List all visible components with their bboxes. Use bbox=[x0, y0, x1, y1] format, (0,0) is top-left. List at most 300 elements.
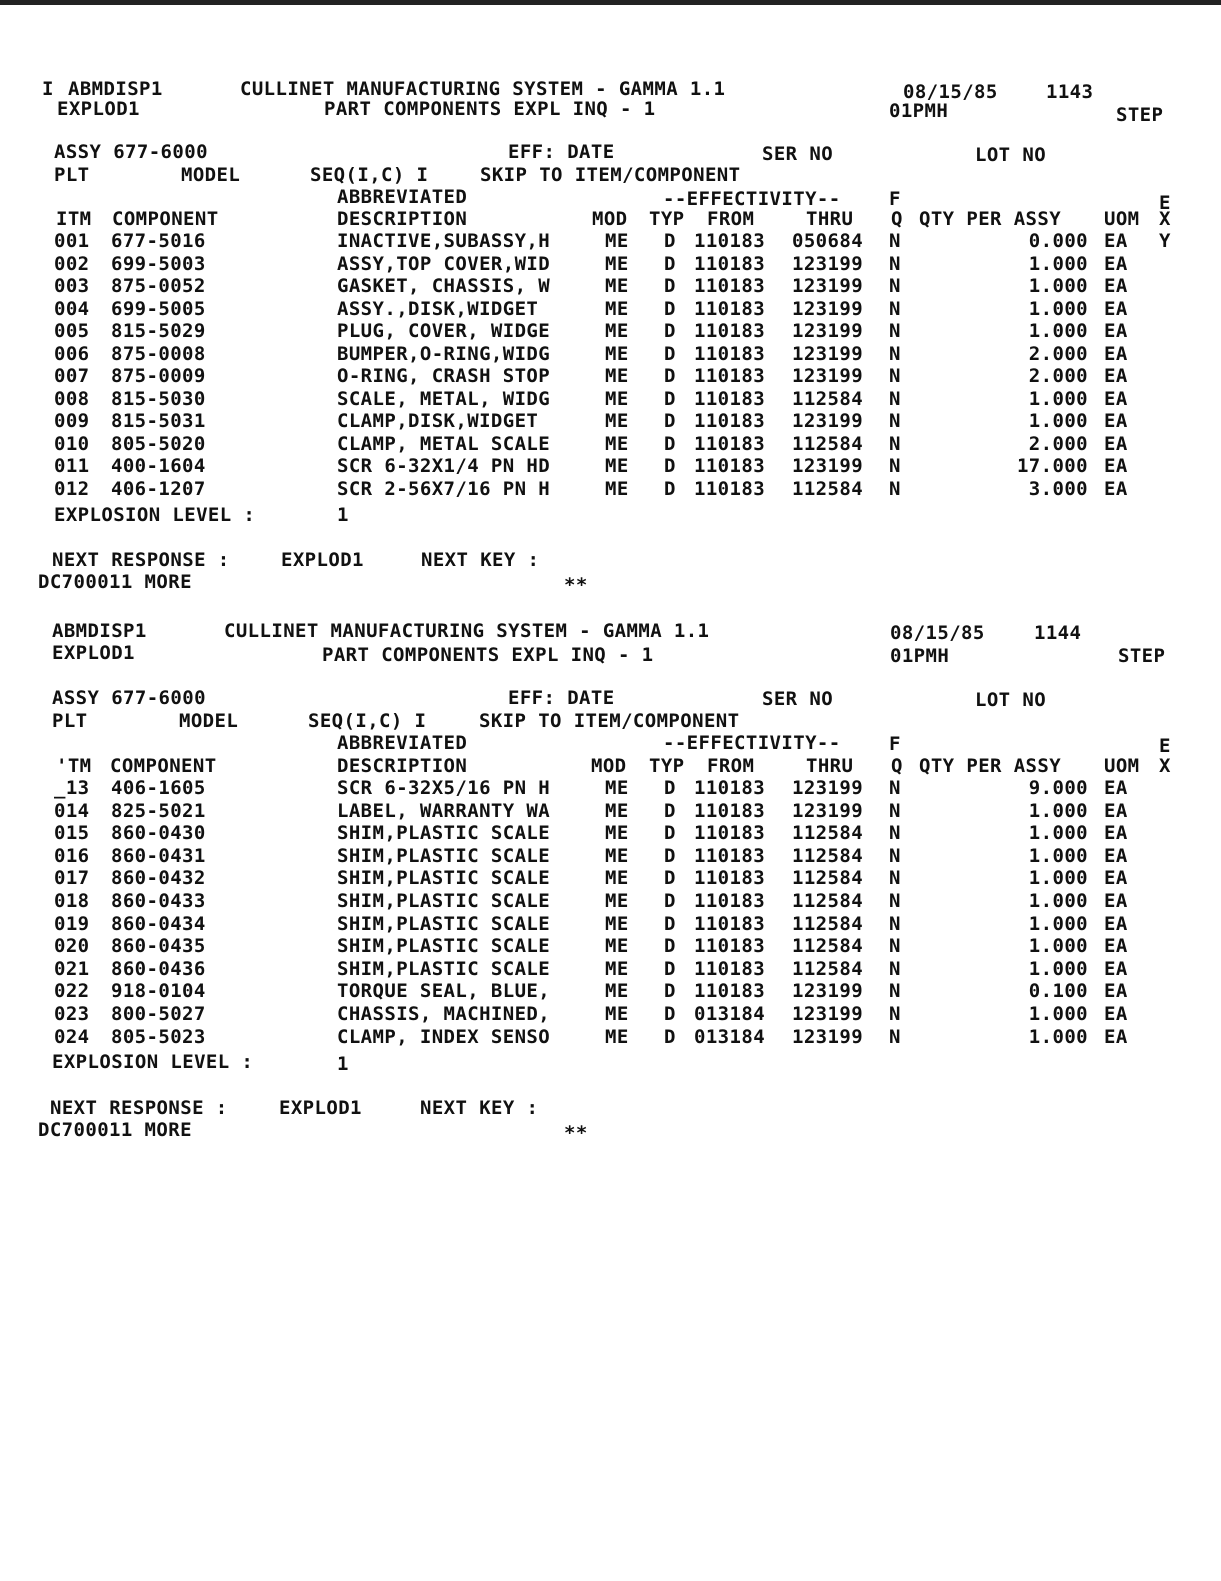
table-row[interactable] bbox=[0, 433, 1221, 455]
table-row[interactable] bbox=[0, 890, 1221, 912]
row-uom: EA bbox=[1104, 777, 1128, 799]
row-qty-per-assy: 1.000 bbox=[1028, 320, 1088, 342]
row-mod: ME bbox=[605, 799, 629, 822]
col-q: Q bbox=[891, 755, 903, 777]
next-response-field[interactable]: EXPLOD1 bbox=[279, 1097, 362, 1119]
e-header: E bbox=[1159, 735, 1171, 757]
row-description: CLAMP, METAL SCALE bbox=[337, 432, 551, 455]
f-header: F bbox=[889, 733, 901, 755]
row-qty-per-assy: 1.000 bbox=[1028, 1003, 1088, 1025]
row-mod: ME bbox=[605, 297, 629, 320]
col-typ: TYP bbox=[649, 208, 685, 230]
row-description: CLAMP, INDEX SENSO bbox=[337, 1025, 551, 1048]
row-mod: ME bbox=[605, 432, 629, 455]
row-component: 800-5027 bbox=[111, 1003, 206, 1025]
row-thru-date: 112584 bbox=[792, 890, 864, 912]
row-item-number: 017 bbox=[54, 867, 90, 890]
row-item-number: 004 bbox=[54, 297, 90, 320]
row-qty-per-assy: 1.000 bbox=[1028, 890, 1088, 912]
row-description: ASSY.,DISK,WIDGET bbox=[337, 297, 539, 320]
explosion-level-value[interactable]: 1 bbox=[337, 504, 349, 526]
row-uom: EA bbox=[1104, 365, 1128, 387]
table-row[interactable] bbox=[0, 298, 1221, 320]
effectivity-header: --EFFECTIVITY-- bbox=[663, 188, 841, 210]
skip-to-field[interactable]: SKIP TO ITEM/COMPONENT bbox=[480, 164, 741, 186]
scan-top-border bbox=[0, 0, 1221, 5]
eff-date-field[interactable]: EFF: DATE bbox=[508, 687, 615, 709]
row-q: N bbox=[889, 455, 901, 477]
seq-field[interactable]: SEQ(I,C) I bbox=[310, 164, 429, 186]
table-row[interactable] bbox=[0, 845, 1221, 867]
col-mod: MOD bbox=[591, 755, 627, 777]
col-qty-per-assy: QTY PER ASSY bbox=[919, 755, 1062, 777]
table-row[interactable] bbox=[0, 913, 1221, 935]
skip-to-field[interactable]: SKIP TO ITEM/COMPONENT bbox=[479, 710, 740, 732]
cursor-marker: ** bbox=[564, 574, 588, 596]
row-description: SHIM,PLASTIC SCALE bbox=[337, 912, 551, 935]
row-mod: ME bbox=[605, 275, 629, 297]
line-prefix: I bbox=[42, 78, 54, 100]
row-from-date: 110183 bbox=[694, 777, 766, 799]
row-qty-per-assy: 2.000 bbox=[1028, 432, 1088, 455]
row-q: N bbox=[889, 980, 901, 1003]
next-response-label: NEXT RESPONSE : bbox=[50, 1097, 228, 1119]
row-item-number: 021 bbox=[54, 957, 90, 980]
row-from-date: 110183 bbox=[694, 387, 766, 410]
ser-no-field[interactable]: SER NO bbox=[762, 143, 834, 165]
row-qty-per-assy: 9.000 bbox=[1028, 777, 1088, 799]
row-description: SHIM,PLASTIC SCALE bbox=[337, 844, 551, 867]
row-from-date: 110183 bbox=[694, 799, 766, 822]
row-typ: D bbox=[664, 230, 676, 252]
row-mod: ME bbox=[605, 252, 629, 275]
row-qty-per-assy: 1.000 bbox=[1028, 844, 1088, 867]
row-thru-date: 123199 bbox=[792, 275, 864, 297]
row-thru-date: 123199 bbox=[792, 980, 864, 1003]
row-qty-per-assy: 1.000 bbox=[1028, 799, 1088, 822]
row-uom: EA bbox=[1104, 799, 1128, 822]
row-from-date: 110183 bbox=[694, 980, 766, 1003]
status-message: DC700011 MORE bbox=[38, 1119, 192, 1141]
row-component: 875-0052 bbox=[111, 275, 206, 297]
explosion-level-label: EXPLOSION LEVEL : bbox=[54, 504, 256, 526]
table-row[interactable] bbox=[0, 478, 1221, 500]
row-from-date: 013184 bbox=[694, 1003, 766, 1025]
row-component: 406-1605 bbox=[111, 777, 206, 799]
row-component: 677-5016 bbox=[111, 230, 206, 252]
row-item-number: 007 bbox=[54, 365, 90, 387]
row-component: 918-0104 bbox=[111, 980, 206, 1003]
row-q: N bbox=[889, 844, 901, 867]
col-q: Q bbox=[891, 208, 903, 230]
explosion-level-value[interactable]: 1 bbox=[337, 1053, 349, 1075]
row-thru-date: 123199 bbox=[792, 297, 864, 320]
row-component: 815-5031 bbox=[111, 410, 206, 432]
table-row[interactable] bbox=[0, 777, 1221, 799]
row-typ: D bbox=[664, 252, 676, 275]
row-thru-date: 123199 bbox=[792, 252, 864, 275]
row-qty-per-assy: 1.000 bbox=[1028, 410, 1088, 432]
assy-field[interactable]: ASSY 677-6000 bbox=[54, 141, 208, 163]
table-row[interactable] bbox=[0, 958, 1221, 980]
row-item-number: 012 bbox=[54, 477, 90, 500]
row-q: N bbox=[889, 935, 901, 958]
col-from: FROM bbox=[707, 208, 755, 230]
row-component: 699-5003 bbox=[111, 252, 206, 275]
col-x: X bbox=[1159, 755, 1171, 777]
row-thru-date: 112584 bbox=[792, 867, 864, 890]
row-from-date: 110183 bbox=[694, 935, 766, 958]
row-mod: ME bbox=[605, 387, 629, 410]
table-row[interactable] bbox=[0, 320, 1221, 342]
row-description: CHASSIS, MACHINED, bbox=[337, 1003, 551, 1025]
row-component: 825-5021 bbox=[111, 799, 206, 822]
row-from-date: 110183 bbox=[694, 320, 766, 342]
row-component: 815-5029 bbox=[111, 320, 206, 342]
row-description: O-RING, CRASH STOP bbox=[337, 365, 551, 387]
row-description: LABEL, WARRANTY WA bbox=[337, 799, 551, 822]
row-uom: EA bbox=[1104, 957, 1128, 980]
row-from-date: 110183 bbox=[694, 410, 766, 432]
row-component: 805-5023 bbox=[111, 1025, 206, 1048]
assy-field[interactable]: ASSY 677-6000 bbox=[52, 687, 206, 709]
next-response-label: NEXT RESPONSE : bbox=[52, 549, 230, 571]
row-q: N bbox=[889, 410, 901, 432]
row-typ: D bbox=[664, 890, 676, 912]
plt-field[interactable]: PLT bbox=[54, 164, 90, 186]
table-row[interactable] bbox=[0, 980, 1221, 1002]
screen-date: 08/15/85 bbox=[903, 81, 998, 103]
row-typ: D bbox=[664, 935, 676, 958]
row-item-number: 023 bbox=[54, 1003, 90, 1025]
row-from-date: 110183 bbox=[694, 342, 766, 365]
screen-id: ABMDISP1 bbox=[68, 78, 163, 100]
row-from-date: 110183 bbox=[694, 432, 766, 455]
model-field[interactable]: MODEL bbox=[181, 164, 241, 186]
row-item-number: 018 bbox=[54, 890, 90, 912]
row-thru-date: 112584 bbox=[792, 387, 864, 410]
plt-field[interactable]: PLT bbox=[52, 710, 88, 732]
row-thru-date: 123199 bbox=[792, 1025, 864, 1048]
row-qty-per-assy: 1.000 bbox=[1028, 297, 1088, 320]
table-row[interactable] bbox=[0, 253, 1221, 275]
row-typ: D bbox=[664, 1025, 676, 1048]
row-thru-date: 112584 bbox=[792, 477, 864, 500]
row-uom: EA bbox=[1104, 980, 1128, 1003]
next-key-label: NEXT KEY : bbox=[421, 549, 540, 571]
row-description: CLAMP,DISK,WIDGET bbox=[337, 410, 539, 432]
row-typ: D bbox=[664, 822, 676, 845]
row-description: SCR 2-56X7/16 PN H bbox=[337, 477, 551, 500]
screen-id: ABMDISP1 bbox=[52, 620, 147, 642]
row-item-number: 016 bbox=[54, 844, 90, 867]
row-from-date: 110183 bbox=[694, 957, 766, 980]
row-item-number: 005 bbox=[54, 320, 90, 342]
terminal-screen-2 bbox=[0, 617, 1221, 1187]
row-from-date: 110183 bbox=[694, 844, 766, 867]
row-typ: D bbox=[664, 410, 676, 432]
row-uom: EA bbox=[1104, 230, 1128, 252]
row-typ: D bbox=[664, 342, 676, 365]
table-row[interactable] bbox=[0, 343, 1221, 365]
lot-no-field[interactable]: LOT NO bbox=[975, 144, 1047, 166]
col-component: COMPONENT bbox=[110, 755, 217, 777]
row-from-date: 013184 bbox=[694, 1025, 766, 1048]
col-uom: UOM bbox=[1104, 208, 1140, 230]
row-component: 815-5030 bbox=[111, 387, 206, 410]
model-field[interactable]: MODEL bbox=[179, 710, 239, 732]
row-qty-per-assy: 1.000 bbox=[1028, 1025, 1088, 1048]
f-header: F bbox=[889, 188, 901, 210]
row-typ: D bbox=[664, 777, 676, 799]
row-component: 860-0430 bbox=[111, 822, 206, 845]
e-header: E bbox=[1159, 192, 1171, 214]
row-description: TORQUE SEAL, BLUE, bbox=[337, 980, 551, 1003]
row-description: SHIM,PLASTIC SCALE bbox=[337, 935, 551, 958]
row-description: PLUG, COVER, WIDGE bbox=[337, 320, 551, 342]
row-q: N bbox=[889, 890, 901, 912]
row-item-number: 006 bbox=[54, 342, 90, 365]
row-qty-per-assy: 0.100 bbox=[1028, 980, 1088, 1003]
col-uom: UOM bbox=[1104, 755, 1140, 777]
row-from-date: 110183 bbox=[694, 455, 766, 477]
row-mod: ME bbox=[605, 320, 629, 342]
row-from-date: 110183 bbox=[694, 477, 766, 500]
table-row[interactable] bbox=[0, 800, 1221, 822]
table-row[interactable] bbox=[0, 365, 1221, 387]
table-row[interactable] bbox=[0, 455, 1221, 477]
col-qty-per-assy: QTY PER ASSY bbox=[919, 208, 1062, 230]
row-item-number: 009 bbox=[54, 410, 90, 432]
col-description: DESCRIPTION bbox=[337, 208, 468, 230]
row-item-number: _13 bbox=[54, 777, 90, 799]
row-uom: EA bbox=[1104, 477, 1128, 500]
row-q: N bbox=[889, 275, 901, 297]
lot-no-field[interactable]: LOT NO bbox=[975, 689, 1047, 711]
row-qty-per-assy: 1.000 bbox=[1028, 822, 1088, 845]
system-title: CULLINET MANUFACTURING SYSTEM - GAMMA 1.1 bbox=[240, 78, 726, 100]
row-qty-per-assy: 2.000 bbox=[1028, 365, 1088, 387]
row-description: SCR 6-32X1/4 PN HD bbox=[337, 455, 551, 477]
row-typ: D bbox=[664, 980, 676, 1003]
row-q: N bbox=[889, 432, 901, 455]
row-item-number: 014 bbox=[54, 799, 90, 822]
row-thru-date: 112584 bbox=[792, 822, 864, 845]
screen-subtitle: PART COMPONENTS EXPL INQ - 1 bbox=[322, 644, 654, 666]
col-x: X bbox=[1159, 208, 1171, 230]
row-component: 860-0431 bbox=[111, 844, 206, 867]
table-row[interactable] bbox=[0, 867, 1221, 889]
explosion-level-label: EXPLOSION LEVEL : bbox=[52, 1051, 254, 1073]
row-item-number: 024 bbox=[54, 1025, 90, 1048]
row-q: N bbox=[889, 387, 901, 410]
table-row[interactable] bbox=[0, 230, 1221, 252]
ser-no-field[interactable]: SER NO bbox=[762, 688, 834, 710]
row-typ: D bbox=[664, 957, 676, 980]
table-row[interactable] bbox=[0, 822, 1221, 844]
row-q: N bbox=[889, 252, 901, 275]
row-q: N bbox=[889, 957, 901, 980]
abbreviated-header: ABBREVIATED bbox=[337, 732, 468, 754]
row-mod: ME bbox=[605, 980, 629, 1003]
row-description: SHIM,PLASTIC SCALE bbox=[337, 822, 551, 845]
row-x: Y bbox=[1159, 230, 1171, 252]
row-qty-per-assy: 1.000 bbox=[1028, 387, 1088, 410]
row-uom: EA bbox=[1104, 252, 1128, 275]
row-thru-date: 123199 bbox=[792, 799, 864, 822]
row-item-number: 022 bbox=[54, 980, 90, 1003]
row-component: 860-0434 bbox=[111, 912, 206, 935]
col-thru: THRU bbox=[806, 755, 854, 777]
row-description: SHIM,PLASTIC SCALE bbox=[337, 867, 551, 890]
table-row[interactable] bbox=[0, 1003, 1221, 1025]
row-mod: ME bbox=[605, 890, 629, 912]
row-component: 860-0435 bbox=[111, 935, 206, 958]
row-component: 406-1207 bbox=[111, 477, 206, 500]
col-thru: THRU bbox=[806, 208, 854, 230]
row-uom: EA bbox=[1104, 1003, 1128, 1025]
row-qty-per-assy: 1.000 bbox=[1028, 957, 1088, 980]
row-q: N bbox=[889, 297, 901, 320]
col-mod: MOD bbox=[592, 208, 628, 230]
row-component: 875-0009 bbox=[111, 365, 206, 387]
row-typ: D bbox=[664, 320, 676, 342]
row-component: 805-5020 bbox=[111, 432, 206, 455]
terminal-screen-1 bbox=[0, 72, 1221, 642]
row-thru-date: 112584 bbox=[792, 957, 864, 980]
row-description: SHIM,PLASTIC SCALE bbox=[337, 957, 551, 980]
row-thru-date: 123199 bbox=[792, 455, 864, 477]
row-mod: ME bbox=[605, 230, 629, 252]
row-qty-per-assy: 0.000 bbox=[1028, 230, 1088, 252]
status-message: DC700011 MORE bbox=[38, 571, 192, 593]
row-typ: D bbox=[664, 365, 676, 387]
row-typ: D bbox=[664, 432, 676, 455]
row-item-number: 002 bbox=[54, 252, 90, 275]
row-q: N bbox=[889, 230, 901, 252]
row-uom: EA bbox=[1104, 342, 1128, 365]
table-row[interactable] bbox=[0, 388, 1221, 410]
row-item-number: 019 bbox=[54, 912, 90, 935]
row-typ: D bbox=[664, 477, 676, 500]
row-mod: ME bbox=[605, 455, 629, 477]
table-row[interactable] bbox=[0, 275, 1221, 297]
row-uom: EA bbox=[1104, 844, 1128, 867]
row-q: N bbox=[889, 1003, 901, 1025]
row-mod: ME bbox=[605, 342, 629, 365]
row-thru-date: 112584 bbox=[792, 432, 864, 455]
step-label: STEP bbox=[1118, 645, 1166, 667]
row-qty-per-assy: 1.000 bbox=[1028, 912, 1088, 935]
row-typ: D bbox=[664, 387, 676, 410]
row-mod: ME bbox=[605, 1025, 629, 1048]
row-component: 875-0008 bbox=[111, 342, 206, 365]
col-description: DESCRIPTION bbox=[337, 755, 468, 777]
row-item-number: 001 bbox=[54, 230, 90, 252]
row-thru-date: 123199 bbox=[792, 777, 864, 799]
program-name: EXPLOD1 bbox=[52, 642, 135, 664]
row-item-number: 008 bbox=[54, 387, 90, 410]
table-row[interactable] bbox=[0, 410, 1221, 432]
row-typ: D bbox=[664, 867, 676, 890]
row-qty-per-assy: 1.000 bbox=[1028, 275, 1088, 297]
row-q: N bbox=[889, 822, 901, 845]
row-thru-date: 123199 bbox=[792, 410, 864, 432]
row-thru-date: 112584 bbox=[792, 935, 864, 958]
terminal-id: 01PMH bbox=[889, 100, 949, 122]
next-key-label: NEXT KEY : bbox=[420, 1097, 539, 1119]
abbreviated-header: ABBREVIATED bbox=[337, 186, 468, 208]
row-item-number: 003 bbox=[54, 275, 90, 297]
next-response-field[interactable]: EXPLOD1 bbox=[281, 549, 364, 571]
row-mod: ME bbox=[605, 410, 629, 432]
seq-field[interactable]: SEQ(I,C) I bbox=[308, 710, 427, 732]
row-description: SCALE, METAL, WIDG bbox=[337, 387, 551, 410]
row-from-date: 110183 bbox=[694, 297, 766, 320]
row-qty-per-assy: 17.000 bbox=[1016, 455, 1088, 477]
row-uom: EA bbox=[1104, 275, 1128, 297]
table-row[interactable] bbox=[0, 935, 1221, 957]
row-thru-date: 123199 bbox=[792, 1003, 864, 1025]
row-from-date: 110183 bbox=[694, 912, 766, 935]
row-from-date: 110183 bbox=[694, 275, 766, 297]
row-typ: D bbox=[664, 297, 676, 320]
row-item-number: 020 bbox=[54, 935, 90, 958]
row-q: N bbox=[889, 867, 901, 890]
row-thru-date: 112584 bbox=[792, 912, 864, 935]
row-from-date: 110183 bbox=[694, 867, 766, 890]
row-uom: EA bbox=[1104, 1025, 1128, 1048]
eff-date-field[interactable]: EFF: DATE bbox=[508, 141, 615, 163]
row-uom: EA bbox=[1104, 935, 1128, 958]
row-q: N bbox=[889, 342, 901, 365]
row-typ: D bbox=[664, 799, 676, 822]
row-qty-per-assy: 1.000 bbox=[1028, 867, 1088, 890]
row-typ: D bbox=[664, 455, 676, 477]
row-mod: ME bbox=[605, 935, 629, 958]
row-from-date: 110183 bbox=[694, 230, 766, 252]
screen-time: 1143 bbox=[1046, 81, 1094, 103]
row-typ: D bbox=[664, 1003, 676, 1025]
row-uom: EA bbox=[1104, 297, 1128, 320]
row-q: N bbox=[889, 365, 901, 387]
row-from-date: 110183 bbox=[694, 890, 766, 912]
row-mod: ME bbox=[605, 477, 629, 500]
row-description: SHIM,PLASTIC SCALE bbox=[337, 890, 551, 912]
row-uom: EA bbox=[1104, 890, 1128, 912]
row-uom: EA bbox=[1104, 912, 1128, 935]
cursor-marker: ** bbox=[564, 1122, 588, 1144]
row-component: 860-0436 bbox=[111, 957, 206, 980]
col-component: COMPONENT bbox=[112, 208, 219, 230]
row-uom: EA bbox=[1104, 410, 1128, 432]
row-typ: D bbox=[664, 844, 676, 867]
row-uom: EA bbox=[1104, 867, 1128, 890]
col-typ: TYP bbox=[649, 755, 685, 777]
table-row[interactable] bbox=[0, 1026, 1221, 1048]
row-q: N bbox=[889, 1025, 901, 1048]
row-mod: ME bbox=[605, 912, 629, 935]
program-name: EXPLOD1 bbox=[57, 98, 140, 120]
row-q: N bbox=[889, 477, 901, 500]
row-typ: D bbox=[664, 275, 676, 297]
screen-date: 08/15/85 bbox=[890, 622, 985, 644]
screen-subtitle: PART COMPONENTS EXPL INQ - 1 bbox=[324, 98, 656, 120]
row-q: N bbox=[889, 912, 901, 935]
step-label: STEP bbox=[1116, 104, 1164, 126]
row-qty-per-assy: 1.000 bbox=[1028, 935, 1088, 958]
row-description: BUMPER,O-RING,WIDG bbox=[337, 342, 551, 365]
